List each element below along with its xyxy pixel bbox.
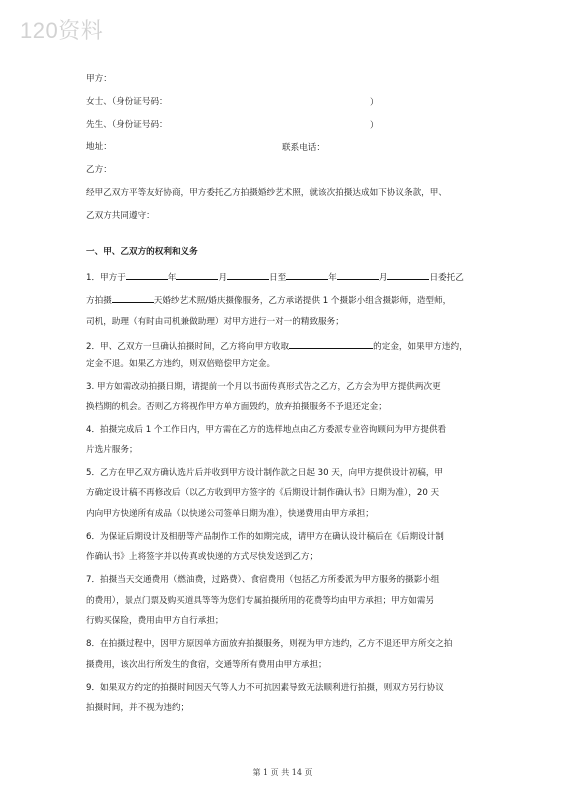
party-b-label: 乙方： bbox=[86, 165, 112, 175]
watermark-logo: 120资料 bbox=[20, 18, 104, 43]
clause-7-line-1: 7．拍摄当天交通费用（燃油费，过路费）、食宿费用（包括乙方所委派为甲方服务的摄影小组 bbox=[86, 575, 440, 585]
party-a-label: 甲方： bbox=[86, 74, 112, 84]
clause-3-line-2: 换档期的机会。否则乙方将视作甲方单方面毁约，放弃拍摄服务不予退还定金； bbox=[86, 402, 387, 412]
clause-2-line-2: 定金不退。如果乙方违约，则双倍赔偿甲方定金。 bbox=[86, 359, 276, 369]
clause-1-line-1: 1．甲方于 年 月 日至 年 月 日委托乙 bbox=[86, 270, 464, 284]
clause-8-line-2: 摄费用，该次出行所发生的食宿，交通等所有费用由甲方承担； bbox=[86, 660, 327, 670]
clause-8-line-1: 8．在拍摄过程中，因甲方原因单方面放弃拍摄服务，则视为甲方违约，乙方不退还甲方所交之拍 bbox=[86, 639, 453, 649]
clause-1-line-3: 司机，助理（有时由司机兼做助理）对甲方进行一对一的精致服务； bbox=[86, 317, 344, 327]
address-label: 地址： bbox=[86, 142, 112, 152]
mr-id-close: ） bbox=[370, 121, 379, 131]
clause-1-line-2: 方拍摄 天婚纱艺术照/婚庆摄像服务，乙方承诺提供 1 个摄影小组含摄影师，造型师， bbox=[86, 293, 451, 307]
clause-4-line-1: 4．拍摄完成后 1 个工作日内，甲方需在乙方的选样地点由乙方委派专业咨询顾问为甲方提供看 bbox=[86, 425, 447, 435]
clause-7-line-2: 的费用），景点门票及购买道具等等为您们专属拍摄所用的花费等均由甲方承担；甲方如需另 bbox=[86, 596, 435, 606]
clause-9-line-2: 拍摄时间，并不视为违约； bbox=[86, 703, 190, 713]
clause-6-line-1: 6．为保证后期设计及相册等产品制作工作的如期完成，请甲方在确认设计稿后在《后期设计制 bbox=[86, 532, 444, 542]
clause-5-line-1: 5．乙方在甲乙双方确认选片后并收到甲方设计制作款之日起 30 天，向甲方提供设计初稿，甲 bbox=[86, 468, 444, 478]
clause-2-line-1: 2．甲、乙双方一旦确认拍摄时间，乙方将向甲方收取 的定金，如果甲方违约， bbox=[86, 339, 468, 353]
clause-3-line-1: 3. 甲方如需改动拍摄日期，请提前一个月以书面传真形式告之乙方，乙方会为甲方提供两次更 bbox=[86, 382, 441, 392]
phone-label: 联系电话： bbox=[282, 143, 325, 153]
intro-line-1: 经甲乙双方平等友好协商，甲方委托乙方拍摄婚纱艺术照，就该次拍摄达成如下协议条款，甲、 bbox=[86, 188, 447, 198]
mr-id-line: 先生、（身份证号码： bbox=[86, 120, 168, 130]
clause-5-line-3: 内向甲方快递所有成品（以快递公司签单日期为准），快递费用由甲方承担； bbox=[86, 509, 374, 519]
intro-line-2: 乙双方共同遵守： bbox=[86, 211, 155, 221]
clause-5-line-2: 方确定设计稿不再修改后（以乙方收到甲方签字的《后期设计制作确认书》日期为准），20 天 bbox=[86, 488, 440, 498]
clause-7-line-3: 行购买保险，费用由甲方自行承担； bbox=[86, 616, 224, 626]
clause-6-line-2: 作确认书》上将签字并以传真或快递的方式尽快发送到乙方； bbox=[86, 552, 319, 562]
section-1-title: 一、甲、乙双方的权利和义务 bbox=[86, 247, 198, 257]
page-footer: 第 1 页 共 14 页 bbox=[252, 768, 313, 777]
clause-9-line-1: 9．如果双方约定的拍摄时间因天气等人力不可抗因素导致无法顺利进行拍摄，则双方另行协议 bbox=[86, 683, 444, 693]
ms-id-close: ） bbox=[370, 98, 379, 108]
clause-4-line-2: 片选片服务； bbox=[86, 445, 138, 455]
ms-id-line: 女士、（身份证号码： bbox=[86, 97, 168, 107]
